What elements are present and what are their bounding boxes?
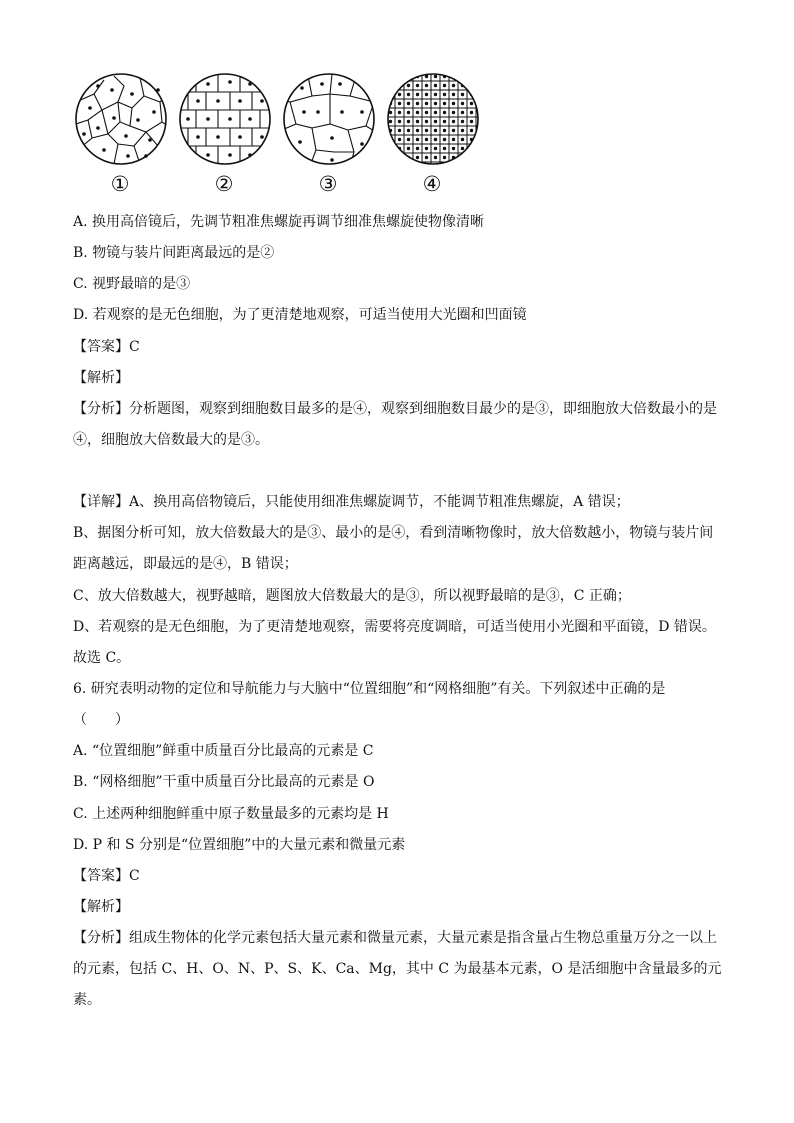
figure-1 — [74, 72, 174, 202]
q6-option-a: A. “位置细胞”鲜重中质量百分比最高的元素是 C — [73, 743, 374, 759]
q5-option-d: D. 若观察的是无色细胞，为了更清楚地观察，可适当使用大光圈和凹面镜 — [73, 307, 527, 323]
q5-option-b: B. 物镜与装片间距离最远的是② — [73, 245, 275, 261]
q6-analysis-title: 【解析】 — [73, 899, 129, 915]
q5-option-c: C. 视野最暗的是③ — [73, 276, 191, 292]
q5-analysis-line-1: 【分析】分析题图，观察到细胞数目最多的是④，观察到细胞数目最少的是③，即细胞放大倍数最小的是 — [73, 401, 717, 417]
q6-answer: 【答案】C — [73, 868, 140, 884]
q5-detail-line-5: D、若观察的是无色细胞，为了更清楚地观察，需要将亮度调暗，可适当使用小光圈和平面镜，D 错误。 — [73, 619, 716, 635]
cell-view-4-image — [386, 72, 480, 166]
figure-3-label: ③ — [318, 172, 338, 196]
q5-option-a: A. 换用高倍镜后，先调节粗准焦螺旋再调节细准焦螺旋使物像清晰 — [73, 214, 485, 230]
q5-detail-line-1: 【详解】A、换用高倍物镜后，只能使用细准焦螺旋调节，不能调节粗准焦螺旋，A 错误； — [73, 494, 630, 510]
q5-conclusion: 故选 C。 — [73, 650, 131, 666]
figure-3 — [282, 72, 382, 202]
q5-detail-line-4: C、放大倍数越大，视野越暗，题图放大倍数最大的是③，所以视野最暗的是③，C 正确； — [73, 588, 631, 604]
q6-stem-line-2: （ ） — [73, 712, 129, 728]
q6-stem-line-1: 6. 研究表明动物的定位和导航能力与大脑中“位置细胞”和“网格细胞”有关。下列叙述中正确的是 — [73, 681, 666, 697]
q5-detail-line-2: B、据图分析可知，放大倍数最大的是③、最小的是④，看到清晰物像时，放大倍数越小，物镜与装片间 — [73, 525, 714, 541]
q6-option-d: D. P 和 S 分别是“位置细胞”中的大量元素和微量元素 — [73, 837, 406, 853]
q6-analysis-line-3: 素。 — [73, 992, 101, 1008]
q6-option-c: C. 上述两种细胞鲜重中原子数量最多的元素均是 H — [73, 806, 389, 822]
q6-analysis-line-2: 的元素，包括 C、H、O、N、P、S、K、Ca、Mg，其中 C 为最基本元素，O 是活细胞中含量最多的元 — [73, 961, 722, 977]
cell-view-1-image — [74, 72, 168, 166]
figure-2-label: ② — [214, 172, 234, 196]
q5-analysis-line-2: ④，细胞放大倍数最大的是③。 — [73, 432, 269, 448]
q6-analysis-line-1: 【分析】组成生物体的化学元素包括大量元素和微量元素，大量元素是指含量占生物总重量万分之一以上 — [73, 930, 717, 946]
q5-analysis-title: 【解析】 — [73, 370, 129, 386]
figure-4 — [386, 72, 486, 202]
cell-view-3-image — [282, 72, 376, 166]
cell-view-2-image — [178, 72, 272, 166]
figure-4-label: ④ — [422, 172, 442, 196]
q6-option-b: B. “网格细胞”干重中质量百分比最高的元素是 O — [73, 774, 375, 790]
microscope-figures — [74, 72, 494, 202]
q5-answer: 【答案】C — [73, 339, 140, 355]
q5-detail-line-3: 距离越远，即最远的是④，B 错误； — [73, 556, 298, 572]
figure-2 — [178, 72, 278, 202]
figure-1-label: ① — [110, 172, 130, 196]
